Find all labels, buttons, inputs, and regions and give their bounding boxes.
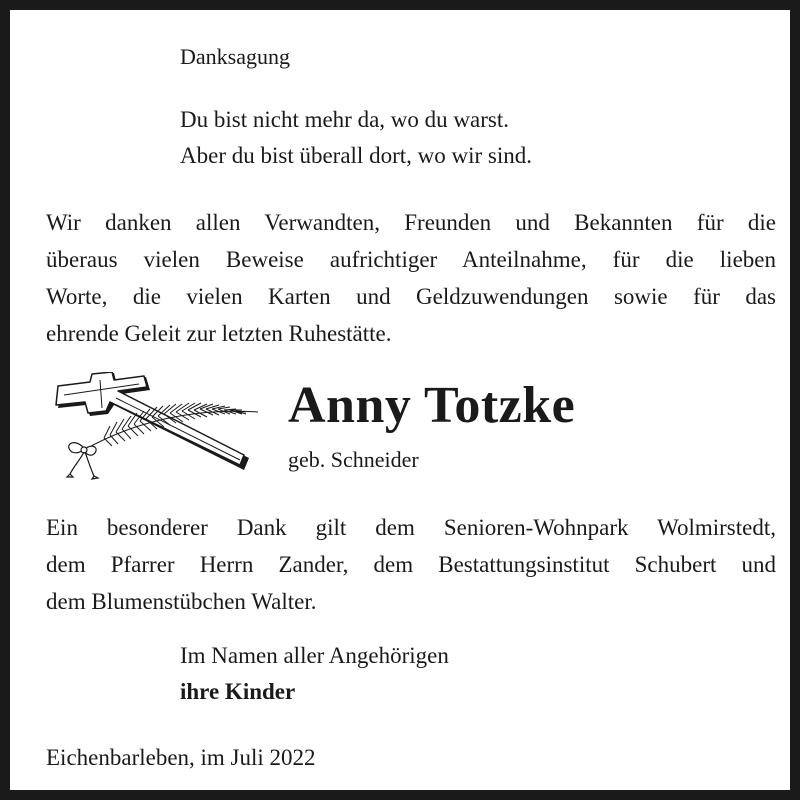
- on-behalf-text: Im Namen aller Angehörigen: [180, 643, 449, 668]
- notice-heading: Danksagung: [180, 44, 290, 69]
- verse-line: Du bist nicht mehr da, wo du warst.: [180, 107, 509, 132]
- birth-name: geb. Schneider: [288, 447, 419, 472]
- signers: ihre Kinder: [180, 679, 296, 704]
- verse: [180, 102, 532, 174]
- paragraph-line: Ein besonderer Dank gilt dem Senioren-Wohnpark Wolmirstedt,: [46, 515, 776, 540]
- paragraph-line: ehrende Geleit zur letzten Ruhestätte.: [46, 321, 392, 346]
- verse-line: Aber du bist überall dort, wo wir sind.: [180, 143, 532, 168]
- paragraph-line: dem Pfarrer Herrn Zander, dem Bestattungsinstitut Schubert und: [46, 552, 776, 577]
- paragraph-line: dem Blumenstübchen Walter.: [46, 589, 317, 614]
- thanks-paragraph: [46, 204, 776, 352]
- signoff: [180, 638, 449, 710]
- place-and-date: Eichenbarleben, im Juli 2022: [46, 745, 316, 770]
- paragraph-line: Worte, die vielen Karten und Geldzuwendungen sowie für das: [46, 284, 776, 309]
- paragraph-line: überaus vielen Beweise aufrichtiger Anteilnahme, für die lieben: [46, 247, 776, 272]
- special-thanks-paragraph: [46, 509, 776, 620]
- cross-with-palm-branch-icon: [44, 372, 264, 480]
- paragraph-line: Wir danken allen Verwandten, Freunden und Bekannten für die: [46, 210, 776, 235]
- deceased-name: Anny Totzke: [288, 377, 576, 434]
